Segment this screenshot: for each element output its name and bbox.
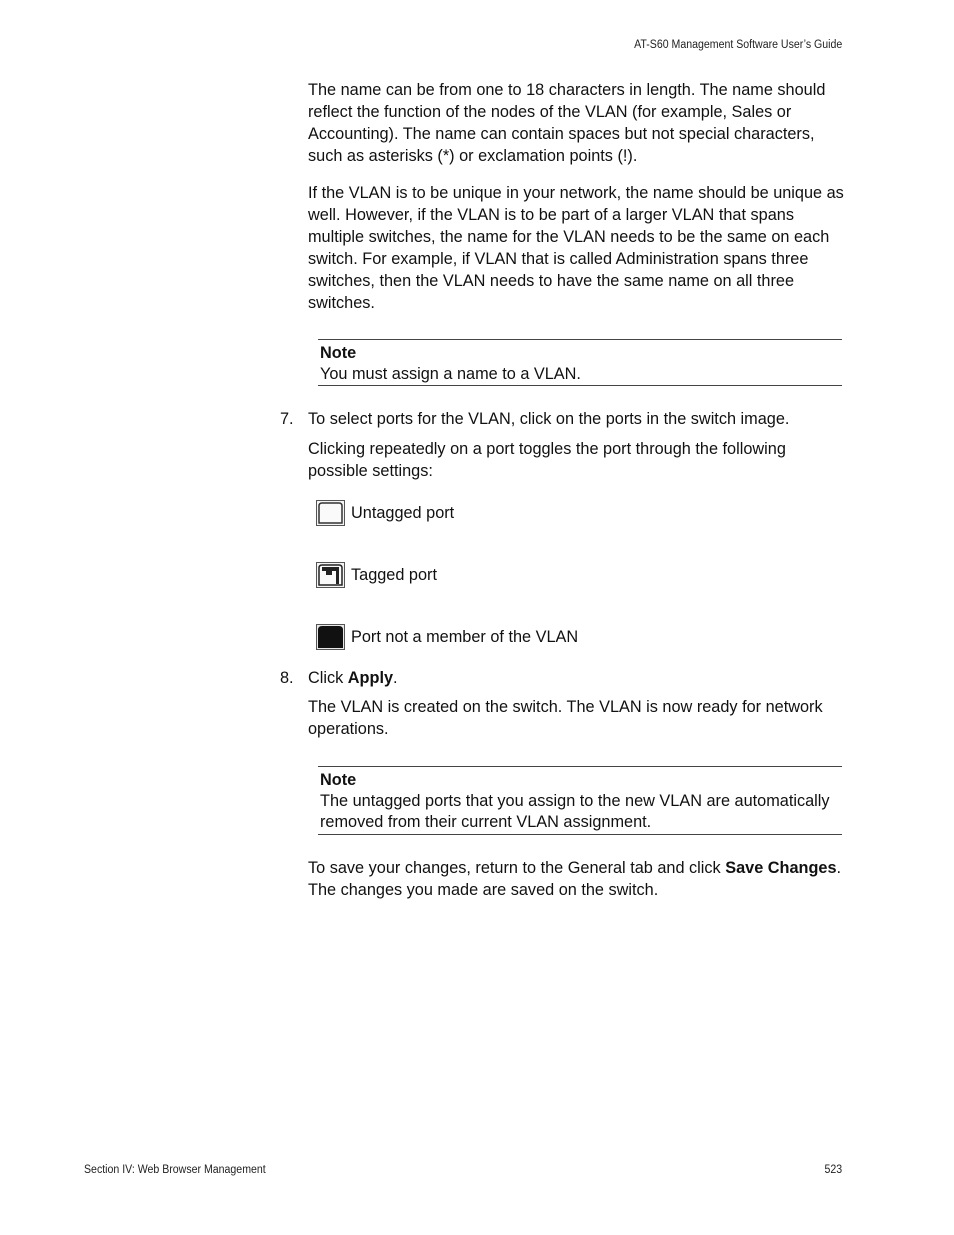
toggle-intro-paragraph (308, 438, 844, 482)
created-text: The VLAN is created on the switch. The VLAN is now ready for network operations. (308, 698, 823, 738)
created-paragraph (308, 696, 844, 740)
non-member-port-icon (316, 624, 345, 650)
name-length-text: The name can be from one to 18 characters in length. The name should reflect the function of the nodes of the VLAN (for example, Sales or Accounting). The name can contain spaces but not special characters, such as asterisks (*) or exclamation points (!). (308, 81, 826, 165)
step-text-suffix: . (393, 669, 398, 687)
save-text (308, 857, 844, 901)
legend-tagged-port (316, 562, 437, 588)
legend-label: Untagged port (351, 503, 455, 522)
unique-name-paragraph (308, 182, 844, 314)
legend-label: Tagged port (351, 565, 437, 584)
step-number: 7. (280, 410, 294, 428)
note-text: The untagged ports that you assign to the new VLAN are automatically removed from their current VLAN assignment. (320, 792, 830, 831)
unique-name-text: If the VLAN is to be unique in your network, the name should be unique as well. However, if the VLAN is to be part of a larger VLAN that spans multiple switches, the name for the VLAN needs to be the same on each switch. For example, if VLAN that is called Administration spans three switches, then the VLAN needs to have the same name on all three switches. (308, 184, 844, 312)
footer-section: Section IV: Web Browser Management (84, 1164, 266, 1176)
legend-non-member-port (316, 624, 578, 650)
step-text: To select ports for the VLAN, click on the ports in the switch image. (308, 410, 790, 428)
note-box-untagged-removed (318, 766, 842, 835)
tagged-port-icon (316, 562, 345, 588)
untagged-port-icon (316, 500, 345, 526)
step-7 (280, 408, 789, 430)
page-number: 523 (824, 1164, 842, 1176)
step-number: 8. (280, 669, 294, 687)
step-8 (280, 667, 398, 689)
name-length-paragraph (308, 79, 844, 167)
save-changes-label: Save Changes (725, 859, 837, 877)
legend-label: Port not a member of the VLAN (351, 627, 579, 646)
toggle-intro-text: Clicking repeatedly on a port toggles the port through the following possible settings: (308, 440, 786, 480)
save-text-prefix: To save your changes, return to the General tab and click (308, 859, 726, 877)
running-header: AT-S60 Management Software User’s Guide (633, 39, 842, 51)
note-title: Note (320, 344, 357, 362)
apply-button-label: Apply (347, 669, 394, 687)
note-title: Note (320, 771, 357, 789)
save-text-suffix: . The changes you made are saved on the switch. (308, 859, 842, 899)
legend-untagged-port (316, 500, 454, 526)
step-text-prefix: Click (308, 669, 348, 687)
note-text: You must assign a name to a VLAN. (320, 365, 581, 383)
note-box-name-required (318, 339, 842, 386)
save-paragraph (308, 857, 844, 901)
